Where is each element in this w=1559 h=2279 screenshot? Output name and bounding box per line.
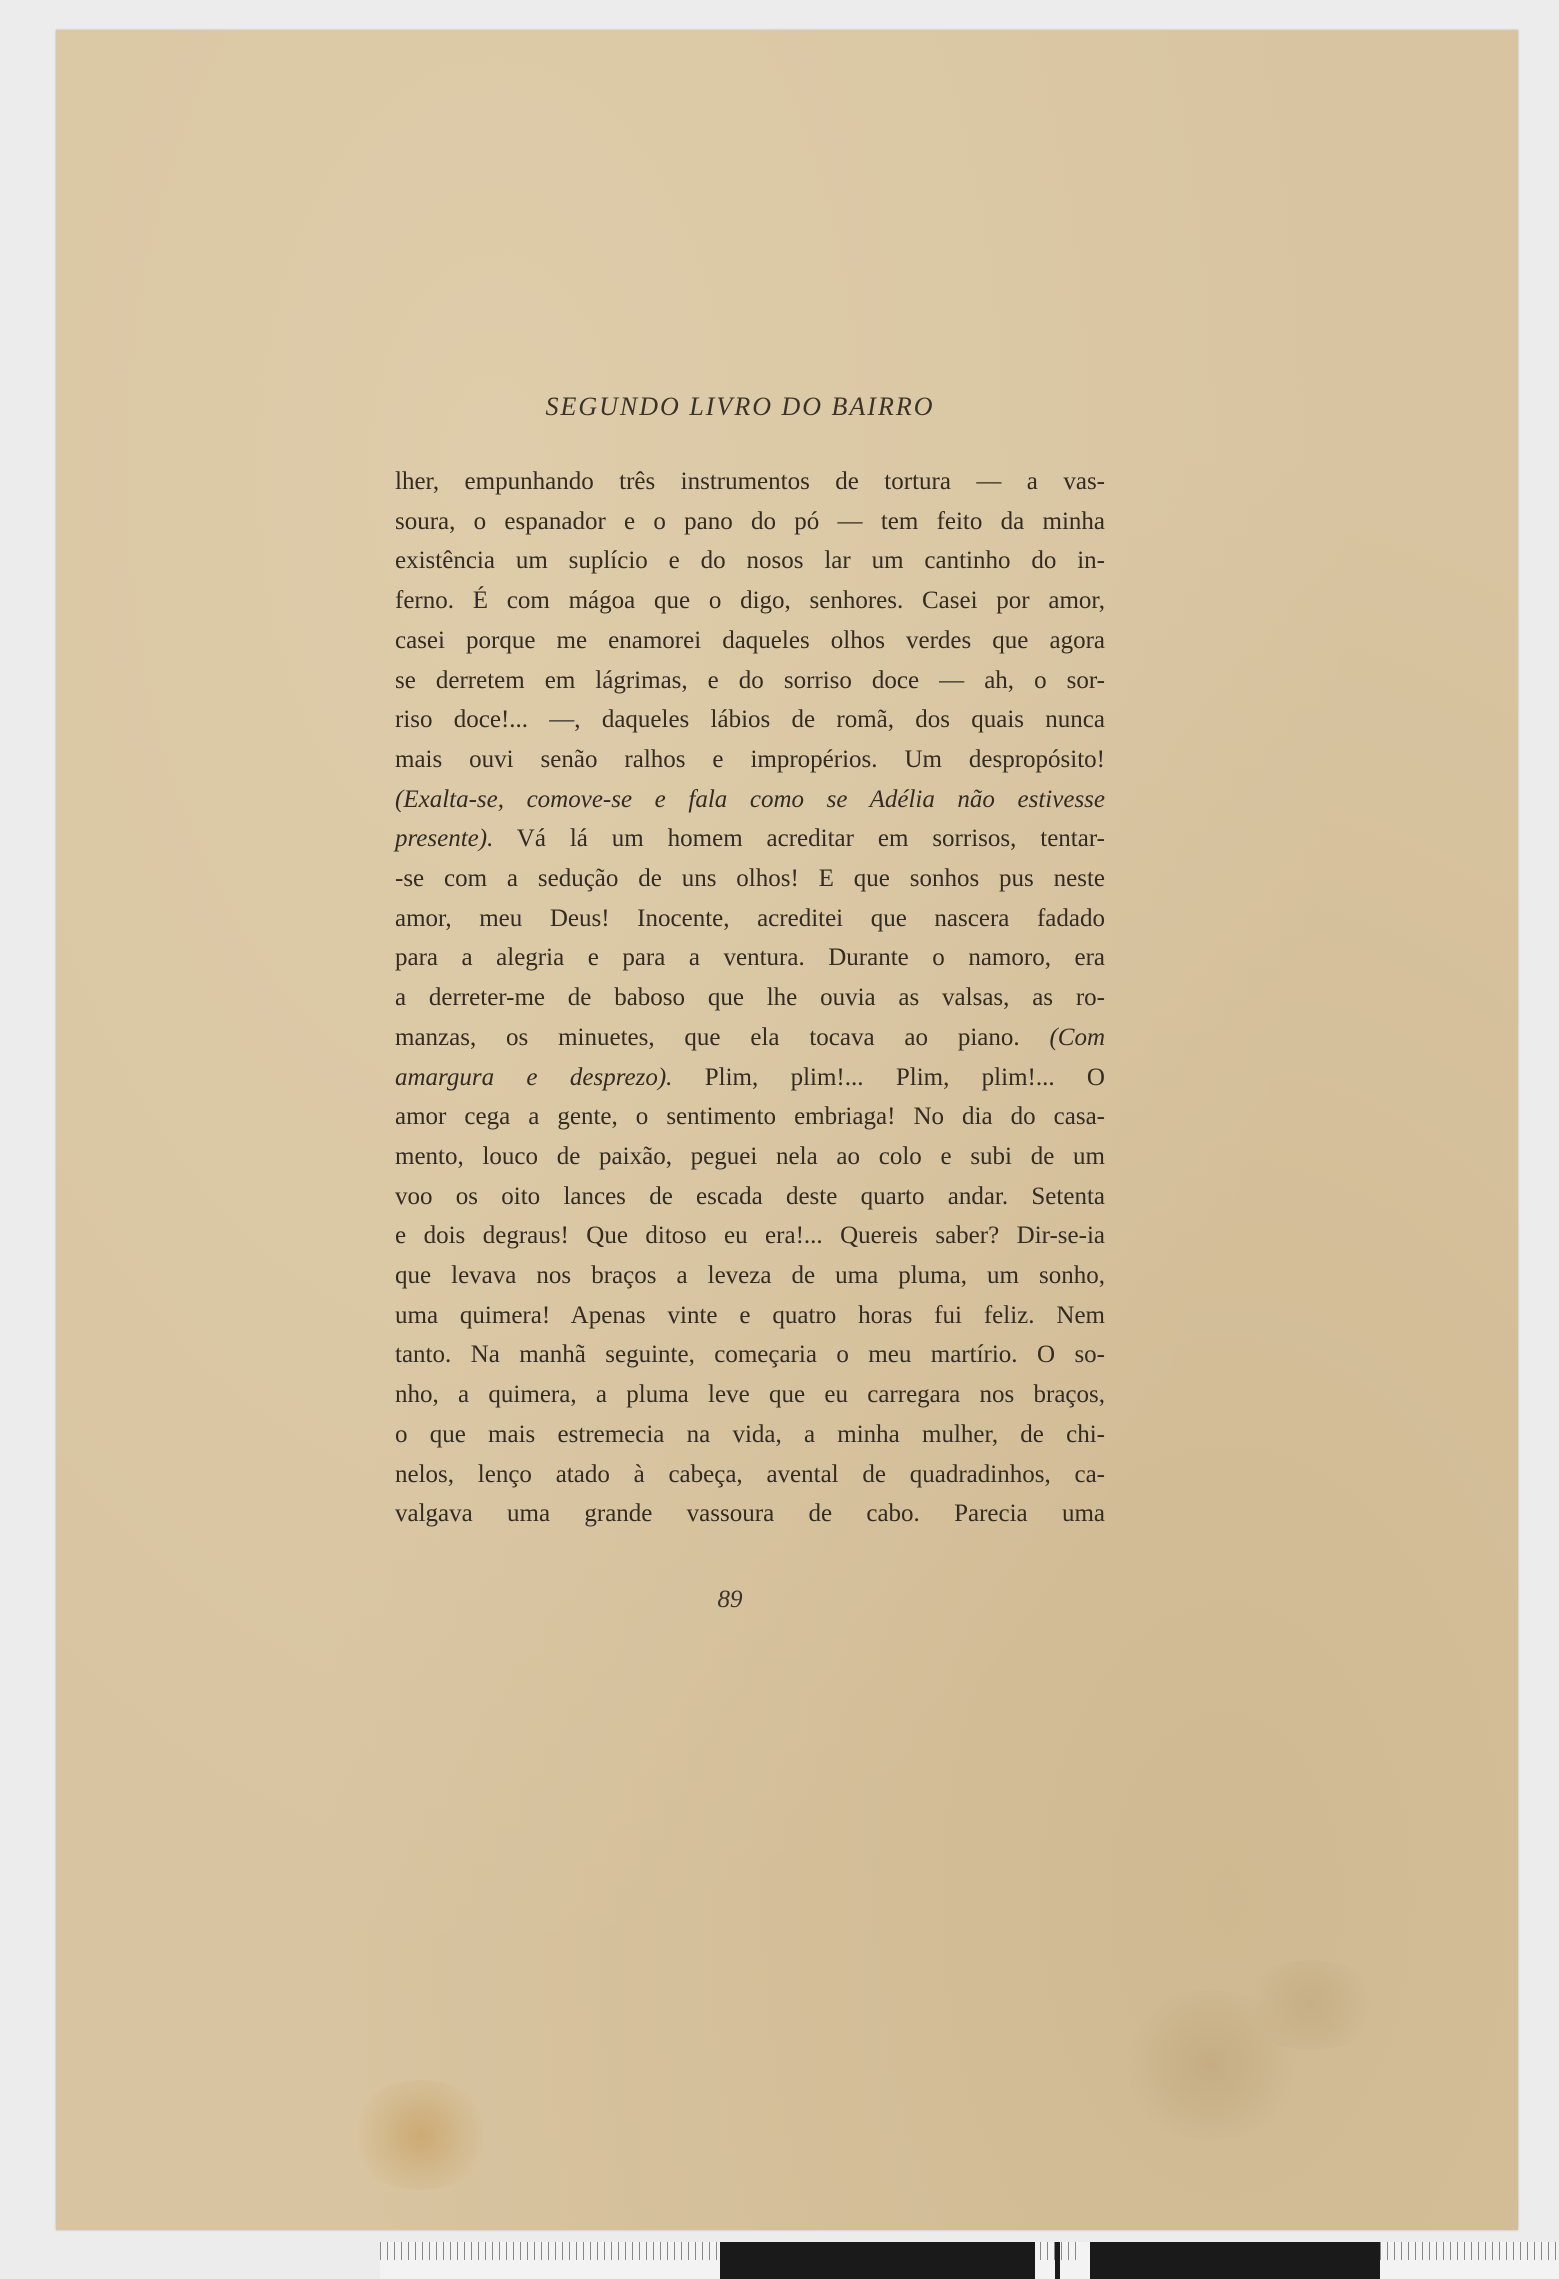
text-line [395, 1216, 1105, 1256]
line-text: soura, o espanador e o pano do pó — tem feito da minha [395, 507, 1105, 535]
line-text: para a alegria e para a ventura. Durante o namoro, era [395, 944, 1105, 972]
text-line [395, 502, 1105, 542]
text-line [395, 938, 1105, 978]
line-text: nho, a quimera, a pluma leve que eu carregara nos braços, [395, 1381, 1105, 1409]
line-text: que levava nos braços a leveza de uma pluma, um sonho, [395, 1262, 1105, 1290]
text-line [395, 740, 1105, 780]
foxing-stain [346, 2080, 496, 2190]
text-line [395, 978, 1105, 1018]
text-line [395, 1296, 1105, 1336]
text-line [395, 899, 1105, 939]
scale-ruler [380, 2242, 1559, 2279]
line-text: Vá lá um homem acreditar em sorrisos, tentar- [493, 825, 1105, 853]
ruler-block [720, 2242, 1035, 2279]
page-number: 89 [717, 1586, 743, 1613]
text-line [395, 1375, 1105, 1415]
line-text: manzas, os minuetes, que ela tocava ao piano. [395, 1023, 1050, 1051]
foxing-stain [1236, 1960, 1386, 2050]
line-text: ferno. É com mágoa que o digo, senhores. Casei por amor, [395, 587, 1105, 615]
line-text: amor cega a gente, o sentimento embriaga! No dia do casa- [395, 1103, 1105, 1131]
line-text: Plim, plim!... Plim, plim!... O [672, 1063, 1105, 1091]
ruler-block [1055, 2242, 1060, 2279]
line-text: riso doce!... —, daqueles lábios de romã, dos quais nunca [395, 706, 1105, 734]
text-line [395, 1058, 1105, 1098]
text-line [395, 859, 1105, 899]
stage-direction: amargura e desprezo). [395, 1063, 673, 1091]
line-text: lher, empunhando três instrumentos de tortura — a vas- [395, 468, 1105, 495]
text-line [395, 1494, 1105, 1534]
line-text: -se com a sedução de uns olhos! E que sonhos pus neste [395, 865, 1105, 893]
text-line [395, 1256, 1105, 1296]
stage-direction: presente). [395, 825, 494, 853]
line-text: existência um suplício e do nosos lar um cantinho do in- [395, 547, 1105, 575]
text-line [395, 1137, 1105, 1177]
line-text: a derreter-me de baboso que lhe ouvia as valsas, as ro- [395, 984, 1105, 1012]
text-line [395, 462, 1105, 502]
line-text: se derretem em lágrimas, e do sorriso doce — ah, o sor- [395, 666, 1105, 694]
ruler-block [1090, 2242, 1380, 2279]
text-line [395, 1097, 1105, 1137]
line-text: uma quimera! Apenas vinte e quatro horas fui feliz. Nem [395, 1301, 1105, 1329]
line-text: o que mais estremecia na vida, a minha mulher, de chi- [395, 1420, 1105, 1448]
text-line [395, 819, 1105, 859]
text-line [395, 700, 1105, 740]
line-text: voo os oito lances de escada deste quarto andar. Setenta [395, 1182, 1105, 1210]
line-text: nelos, lenço atado à cabeça, avental de quadradinhos, ca- [395, 1460, 1105, 1488]
line-text: mento, louco de paixão, peguei nela ao colo e subi de um [395, 1142, 1105, 1170]
text-line [395, 621, 1105, 661]
line-text: amor, meu Deus! Inocente, acreditei que nascera fadado [395, 904, 1105, 932]
running-head: SEGUNDO LIVRO DO BAIRRO [545, 392, 935, 421]
stage-direction: (Exalta-se, comove-se e fala como se Adélia não estivesse [395, 785, 1105, 813]
text-line [395, 1177, 1105, 1217]
text-line [395, 581, 1105, 621]
text-line [395, 1455, 1105, 1495]
line-text: e dois degraus! Que ditoso eu era!... Quereis saber? Dir-se-ia [395, 1222, 1105, 1250]
text-line [395, 1415, 1105, 1455]
ruler-ticks [380, 2242, 720, 2260]
ruler-ticks [1380, 2242, 1559, 2260]
stage-direction: (Com [1049, 1023, 1105, 1051]
text-line [395, 1018, 1105, 1058]
line-text: tanto. Na manhã seguinte, começaria o meu martírio. O so- [395, 1341, 1105, 1369]
text-line [395, 780, 1105, 820]
body-text [395, 462, 1105, 1534]
ruler-ticks [1040, 2242, 1080, 2260]
line-text: mais ouvi senão ralhos e impropérios. Um despropósito! [395, 745, 1105, 773]
line-text: casei porque me enamorei daqueles olhos verdes que agora [395, 626, 1105, 654]
text-line [395, 1335, 1105, 1375]
line-text: valgava uma grande vassoura de cabo. Parecia uma [395, 1500, 1105, 1528]
text-line [395, 661, 1105, 701]
text-line [395, 541, 1105, 581]
